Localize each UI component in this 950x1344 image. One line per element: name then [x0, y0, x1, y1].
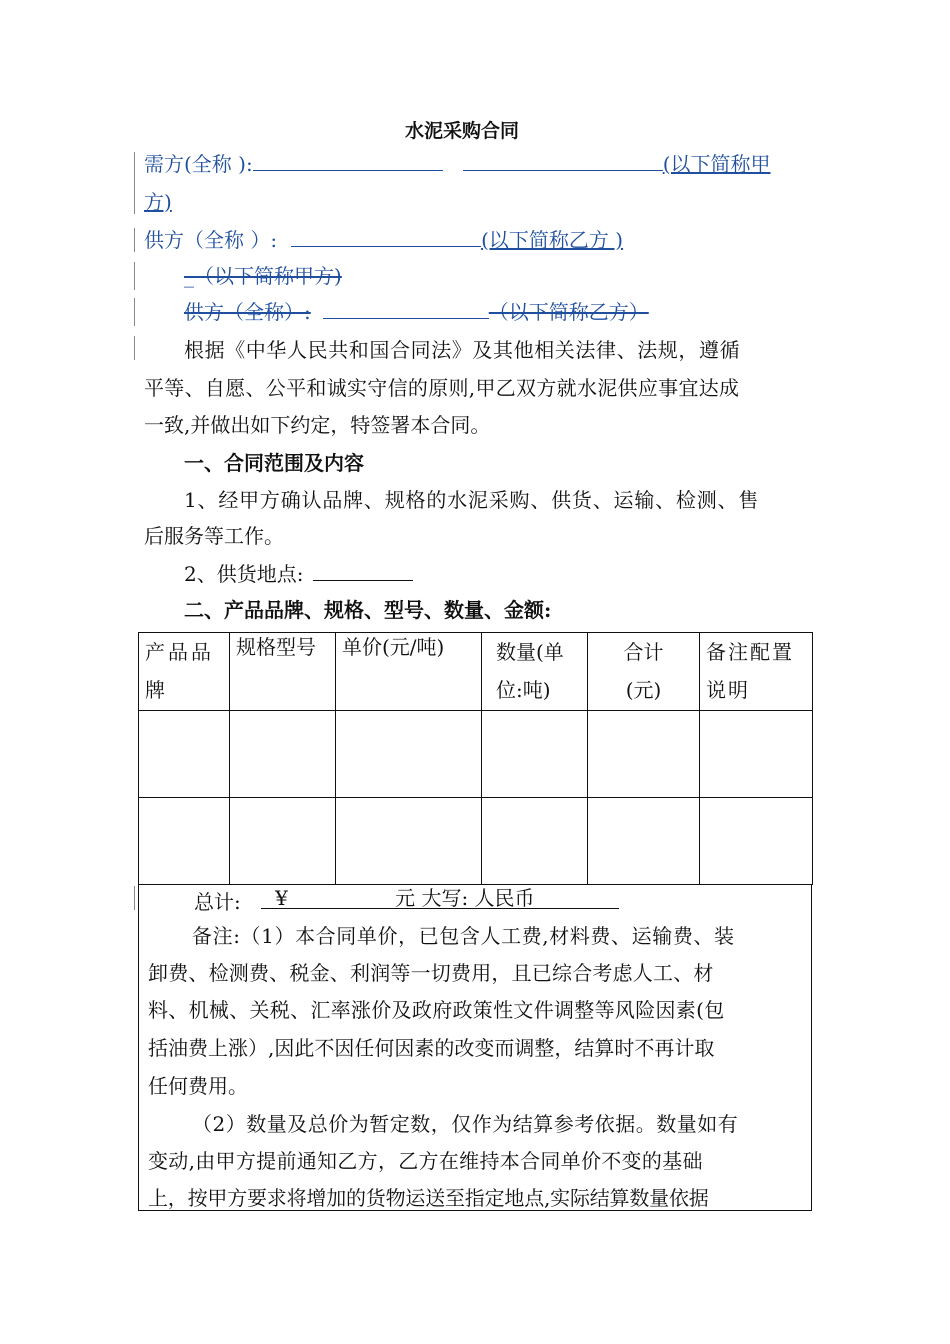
table-cell[interactable] [588, 798, 700, 885]
table-cell[interactable] [588, 711, 700, 798]
note-2-line-3: 上，按甲方要求将增加的货物运送至指定地点,实际结算数量依据 [148, 1186, 709, 1210]
total-amount-field[interactable]: ¥ [261, 886, 387, 909]
party-a-suffix: (以下简称甲 [662, 152, 771, 176]
table-cell[interactable] [139, 711, 230, 798]
header-remarks: 备注配置 说明 [700, 633, 813, 711]
note-1-line-4: 括油费上涨）,因此不因任何因素的改变而调整，结算时不再计取 [148, 1036, 715, 1060]
table-cell[interactable] [336, 711, 482, 798]
table-cell[interactable] [482, 711, 588, 798]
total-label: 总计: [194, 890, 241, 914]
header-quantity: 数量(单 位:吨) [482, 633, 588, 711]
party-b-label: 供方（全称 ）: [144, 228, 278, 252]
party-a-label: 需方(全称 ): [144, 152, 253, 176]
table-cell[interactable] [700, 711, 813, 798]
deleted-line-2: 供方（全称）: （以下简称乙方） [184, 300, 649, 324]
header-total: 合计 (元) [588, 633, 700, 711]
note-1-line-3: 料、机械、关税、汇率涨价及政府政策性文件调整等风险因素(包 [148, 998, 725, 1022]
section-1-item-2: 2、供货地点: [184, 562, 413, 586]
note-1-line-1: 备注:（1）本合同单价，已包含人工费,材料费、运输费、装 [192, 924, 735, 948]
header-unit-price: 单价(元/吨) [336, 633, 482, 711]
table-row [139, 798, 813, 885]
change-bar [134, 152, 135, 214]
table-header-row [139, 633, 813, 711]
product-table [138, 632, 813, 885]
section-1-item-1a: 1、经甲方确认品牌、规格的水泥采购、供货、运输、检测、售 [184, 488, 760, 512]
change-bar [134, 228, 135, 252]
section-1-heading: 一、合同范围及内容 [184, 451, 364, 475]
section-1-item-1b: 后服务等工作。 [144, 524, 284, 548]
party-a-line [144, 152, 771, 176]
header-spec: 规格型号 [230, 633, 336, 711]
change-bar [134, 262, 135, 290]
note-1-line-2: 卸费、检测费、税金、利润等一切费用，且已综合考虑人工、材 [148, 961, 714, 985]
table-cell[interactable] [700, 798, 813, 885]
intro-line-2: 平等、自愿、公平和诚实守信的原则,甲乙双方就水泥供应事宜达成 [144, 376, 740, 400]
table-cell[interactable] [139, 798, 230, 885]
party-b-blank[interactable] [291, 228, 481, 247]
party-a-suffix-2: 方) [144, 190, 172, 214]
page-title: 水泥采购合同 [405, 120, 520, 142]
deleted-line-1: _（以下简称甲方) [184, 264, 342, 288]
party-b-line [144, 228, 623, 252]
header-brand: 产品品 牌 [139, 633, 230, 711]
table-row [139, 711, 813, 798]
change-bar [134, 336, 135, 360]
note-2-line-1: （2）数量及总价为暂定数，仅作为结算参考依据。数量如有 [192, 1112, 739, 1136]
change-bar [134, 886, 135, 910]
change-bar [134, 298, 135, 326]
section-2-heading: 二、产品品牌、规格、型号、数量、金额: [184, 598, 552, 622]
party-a-blank-2[interactable] [463, 152, 663, 171]
table-cell[interactable] [482, 798, 588, 885]
table-cell[interactable] [230, 711, 336, 798]
intro-line-1: 根据《中华人民共和国合同法》及其他相关法律、法规，遵循 [184, 338, 741, 362]
total-amount-words-field[interactable]: 元 大写: 人民币 [387, 886, 619, 909]
note-2-line-2: 变动,由甲方提前通知乙方，乙方在维持本合同单价不变的基础 [148, 1149, 703, 1173]
table-cell[interactable] [336, 798, 482, 885]
intro-line-3: 一致,并做出如下约定，特签署本合同。 [144, 413, 491, 437]
delivery-location-blank[interactable] [313, 562, 413, 581]
total-line [194, 886, 619, 914]
table-cell[interactable] [230, 798, 336, 885]
party-b-suffix: (以下简称乙方 ) [481, 228, 624, 252]
note-1-line-5: 任何费用。 [148, 1074, 248, 1098]
party-a-blank[interactable] [253, 152, 443, 171]
